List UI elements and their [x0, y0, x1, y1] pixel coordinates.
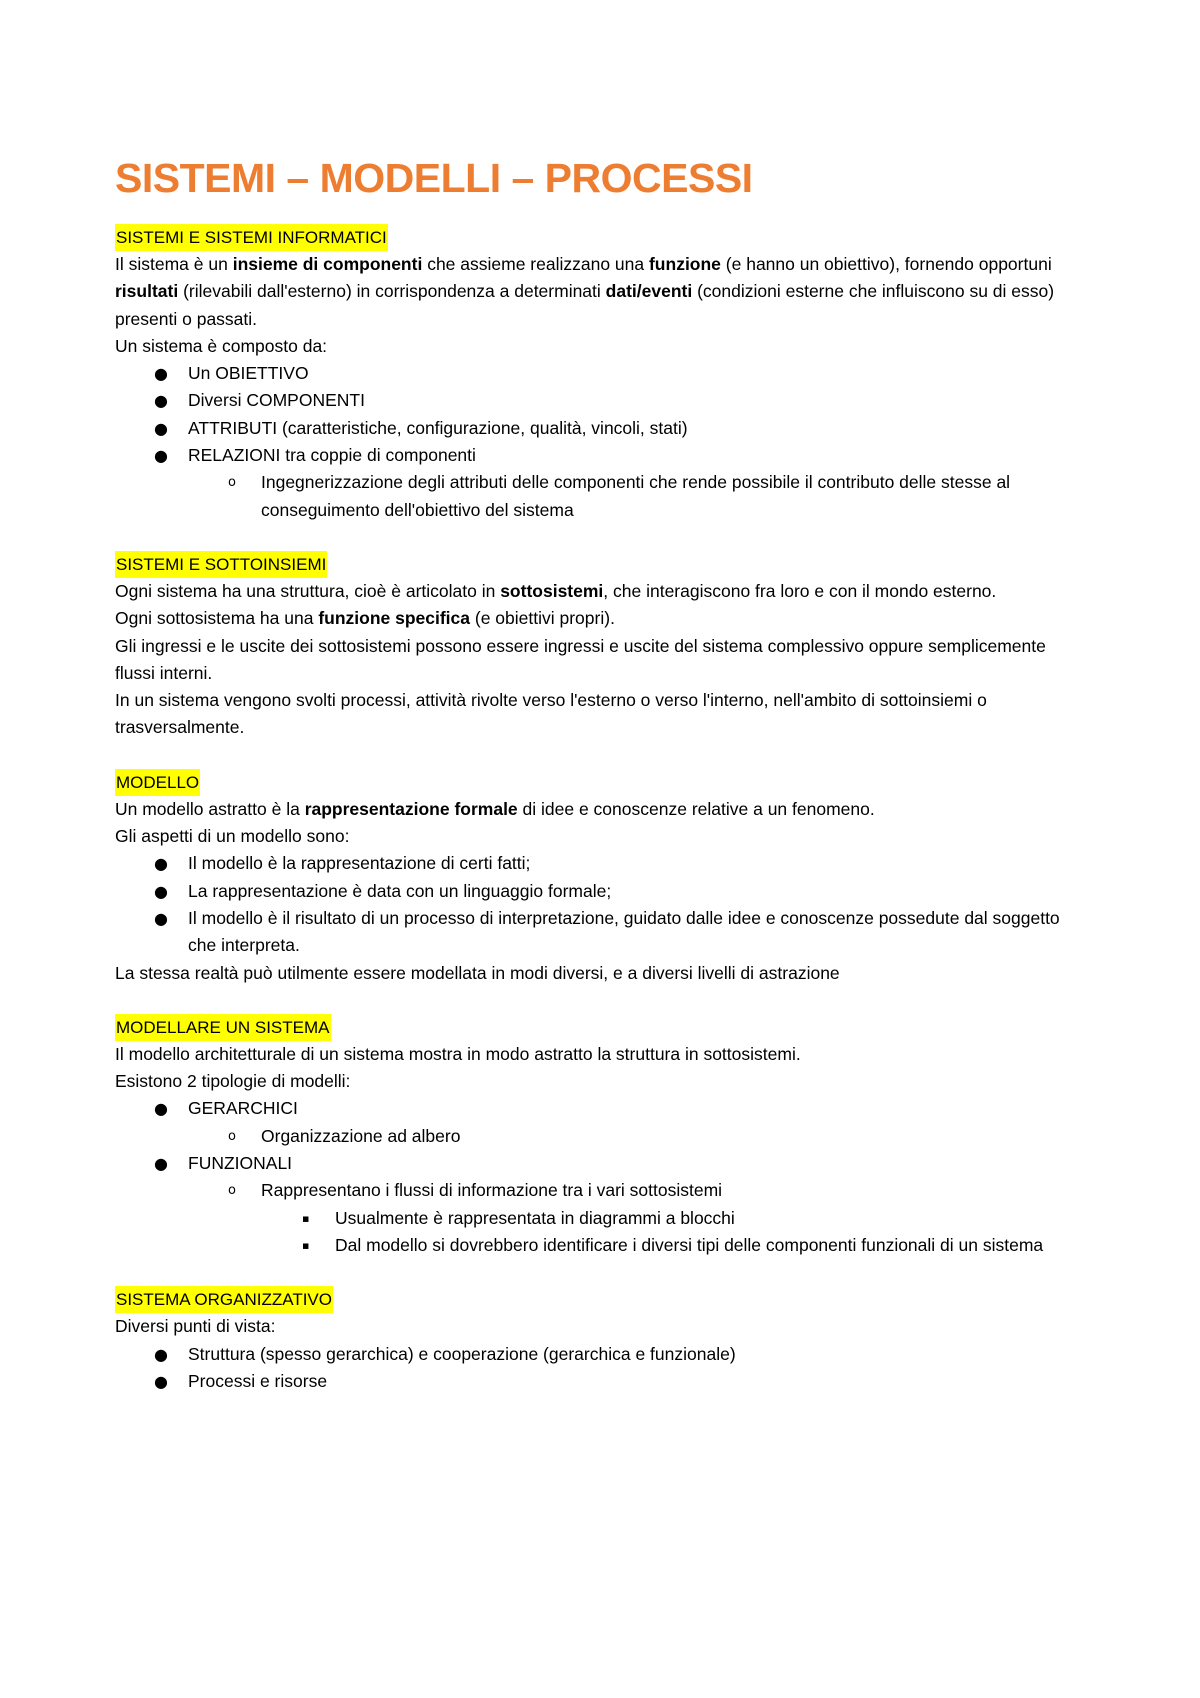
list-item	[115, 1232, 1090, 1259]
paragraph: Gli ingressi e le uscite dei sottosistemi possono essere ingressi e uscite del sistema complessivo oppure semplicemente flussi interni.	[115, 635, 1046, 683]
bullet-disc-icon: ●	[154, 1344, 168, 1364]
list-item-text: Diversi COMPONENTI	[188, 390, 365, 411]
list-item-text: Dal modello si dovrebbero identificare i diversi tipi delle componenti funzionali di un sistema	[335, 1234, 1044, 1255]
bullet-list	[115, 360, 1090, 524]
list-item	[115, 387, 1090, 414]
section	[115, 551, 1090, 742]
list-item	[115, 1341, 1090, 1368]
list-item	[115, 1368, 1090, 1395]
bullet-square-icon: ▪	[302, 1238, 310, 1252]
list-item-text: Il modello è il risultato di un processo di interpretazione, guidato dalle idee e conoscenze possedute dal soggetto che interpreta.	[188, 907, 1060, 956]
list-item	[115, 469, 1090, 524]
section	[115, 769, 1090, 987]
section	[115, 1286, 1090, 1395]
paragraph: Diversi punti di vista:	[115, 1316, 276, 1337]
bullet-circle-icon: o	[228, 1183, 236, 1199]
bullet-disc-icon: ●	[154, 418, 168, 438]
paragraph: Esistono 2 tipologie di modelli:	[115, 1071, 351, 1092]
bullet-list	[115, 1341, 1090, 1396]
list-item-text: Organizzazione ad albero	[261, 1125, 461, 1146]
list-item-text: La rappresentazione è data con un linguaggio formale;	[188, 880, 612, 901]
bullet-square-icon: ▪	[302, 1211, 310, 1225]
bullet-circle-icon: o	[228, 475, 236, 491]
bullet-list	[115, 1095, 1090, 1259]
list-item-text: RELAZIONI tra coppie di componenti	[188, 445, 476, 466]
list-item-text: Ingegnerizzazione degli attributi delle componenti che rende possibile il contributo delle stesse al conseguimento dell'obiettivo del sistema	[261, 472, 1011, 520]
bullet-disc-icon: ●	[154, 854, 168, 874]
section-heading: SISTEMA ORGANIZZATIVO	[115, 1286, 333, 1313]
bullet-list	[115, 850, 1090, 959]
section	[115, 1014, 1090, 1259]
list-item	[115, 1150, 1090, 1177]
paragraph: La stessa realtà può utilmente essere modellata in modi diversi, e a diversi livelli di astrazione	[115, 962, 840, 983]
paragraph: In un sistema vengono svolti processi, attività rivolte verso l'esterno o verso l'interno, nell'ambito di sottoinsiemi o trasversalmente.	[115, 690, 987, 738]
section-heading: SISTEMI E SISTEMI INFORMATICI	[115, 224, 388, 251]
list-item	[115, 878, 1090, 905]
bullet-disc-icon: ●	[154, 446, 168, 466]
document-title: SISTEMI – MODELLI – PROCESSI	[115, 155, 753, 201]
list-item	[115, 360, 1090, 387]
list-item	[115, 415, 1090, 442]
paragraph: Il sistema è un insieme di componenti che assieme realizzano una funzione (e hanno un obiettivo), fornendo opportuni risultati (rilevabili dall'esterno) in corrispondenza a determinati dati/eventi (condizioni esterne che influiscono su di esso) presenti o passati.	[115, 254, 1055, 329]
list-item	[115, 1123, 1090, 1150]
list-item-text: Il modello è la rappresentazione di certi fatti;	[188, 853, 531, 874]
bullet-circle-icon: o	[228, 1128, 236, 1144]
list-item	[115, 442, 1090, 469]
paragraph: Il modello architetturale di un sistema mostra in modo astratto la struttura in sottosistemi.	[115, 1043, 801, 1064]
bullet-disc-icon: ●	[154, 1154, 168, 1174]
list-item	[115, 905, 1090, 960]
document-body	[115, 224, 1090, 1395]
list-item-text: Un OBIETTIVO	[188, 363, 309, 384]
list-item	[115, 1205, 1090, 1232]
paragraph: Gli aspetti di un modello sono:	[115, 826, 350, 847]
section-heading: SISTEMI E SOTTOINSIEMI	[115, 551, 327, 578]
list-item-text: FUNZIONALI	[188, 1153, 293, 1174]
bullet-disc-icon: ●	[154, 1371, 168, 1391]
paragraph: Ogni sistema ha una struttura, cioè è articolato in sottosistemi, che interagiscono fra loro e con il mondo esterno.	[115, 580, 997, 601]
bullet-disc-icon: ●	[154, 908, 168, 928]
list-item	[115, 850, 1090, 877]
bullet-disc-icon: ●	[154, 1099, 168, 1119]
bullet-disc-icon: ●	[154, 391, 168, 411]
list-item-text: Processi e risorse	[188, 1370, 328, 1391]
section-heading: MODELLO	[115, 769, 200, 796]
paragraph: Un modello astratto è la rappresentazione formale di idee e conoscenze relative a un fenomeno.	[115, 798, 875, 819]
paragraph: Ogni sottosistema ha una funzione specifica (e obiettivi propri).	[115, 608, 615, 629]
list-item-text: ATTRIBUTI (caratteristiche, configurazione, qualità, vincoli, stati)	[188, 417, 688, 438]
list-item	[115, 1177, 1090, 1204]
section-heading: MODELLARE UN SISTEMA	[115, 1014, 331, 1041]
list-item-text: GERARCHICI	[188, 1098, 298, 1119]
list-item-text: Struttura (spesso gerarchica) e cooperazione (gerarchica e funzionale)	[188, 1343, 736, 1364]
paragraph: Un sistema è composto da:	[115, 335, 328, 356]
bullet-disc-icon: ●	[154, 881, 168, 901]
list-item-text: Usualmente è rappresentata in diagrammi a blocchi	[335, 1207, 735, 1228]
bullet-disc-icon: ●	[154, 364, 168, 384]
section	[115, 224, 1090, 524]
list-item-text: Rappresentano i flussi di informazione tra i vari sottosistemi	[261, 1180, 723, 1201]
list-item	[115, 1095, 1090, 1122]
